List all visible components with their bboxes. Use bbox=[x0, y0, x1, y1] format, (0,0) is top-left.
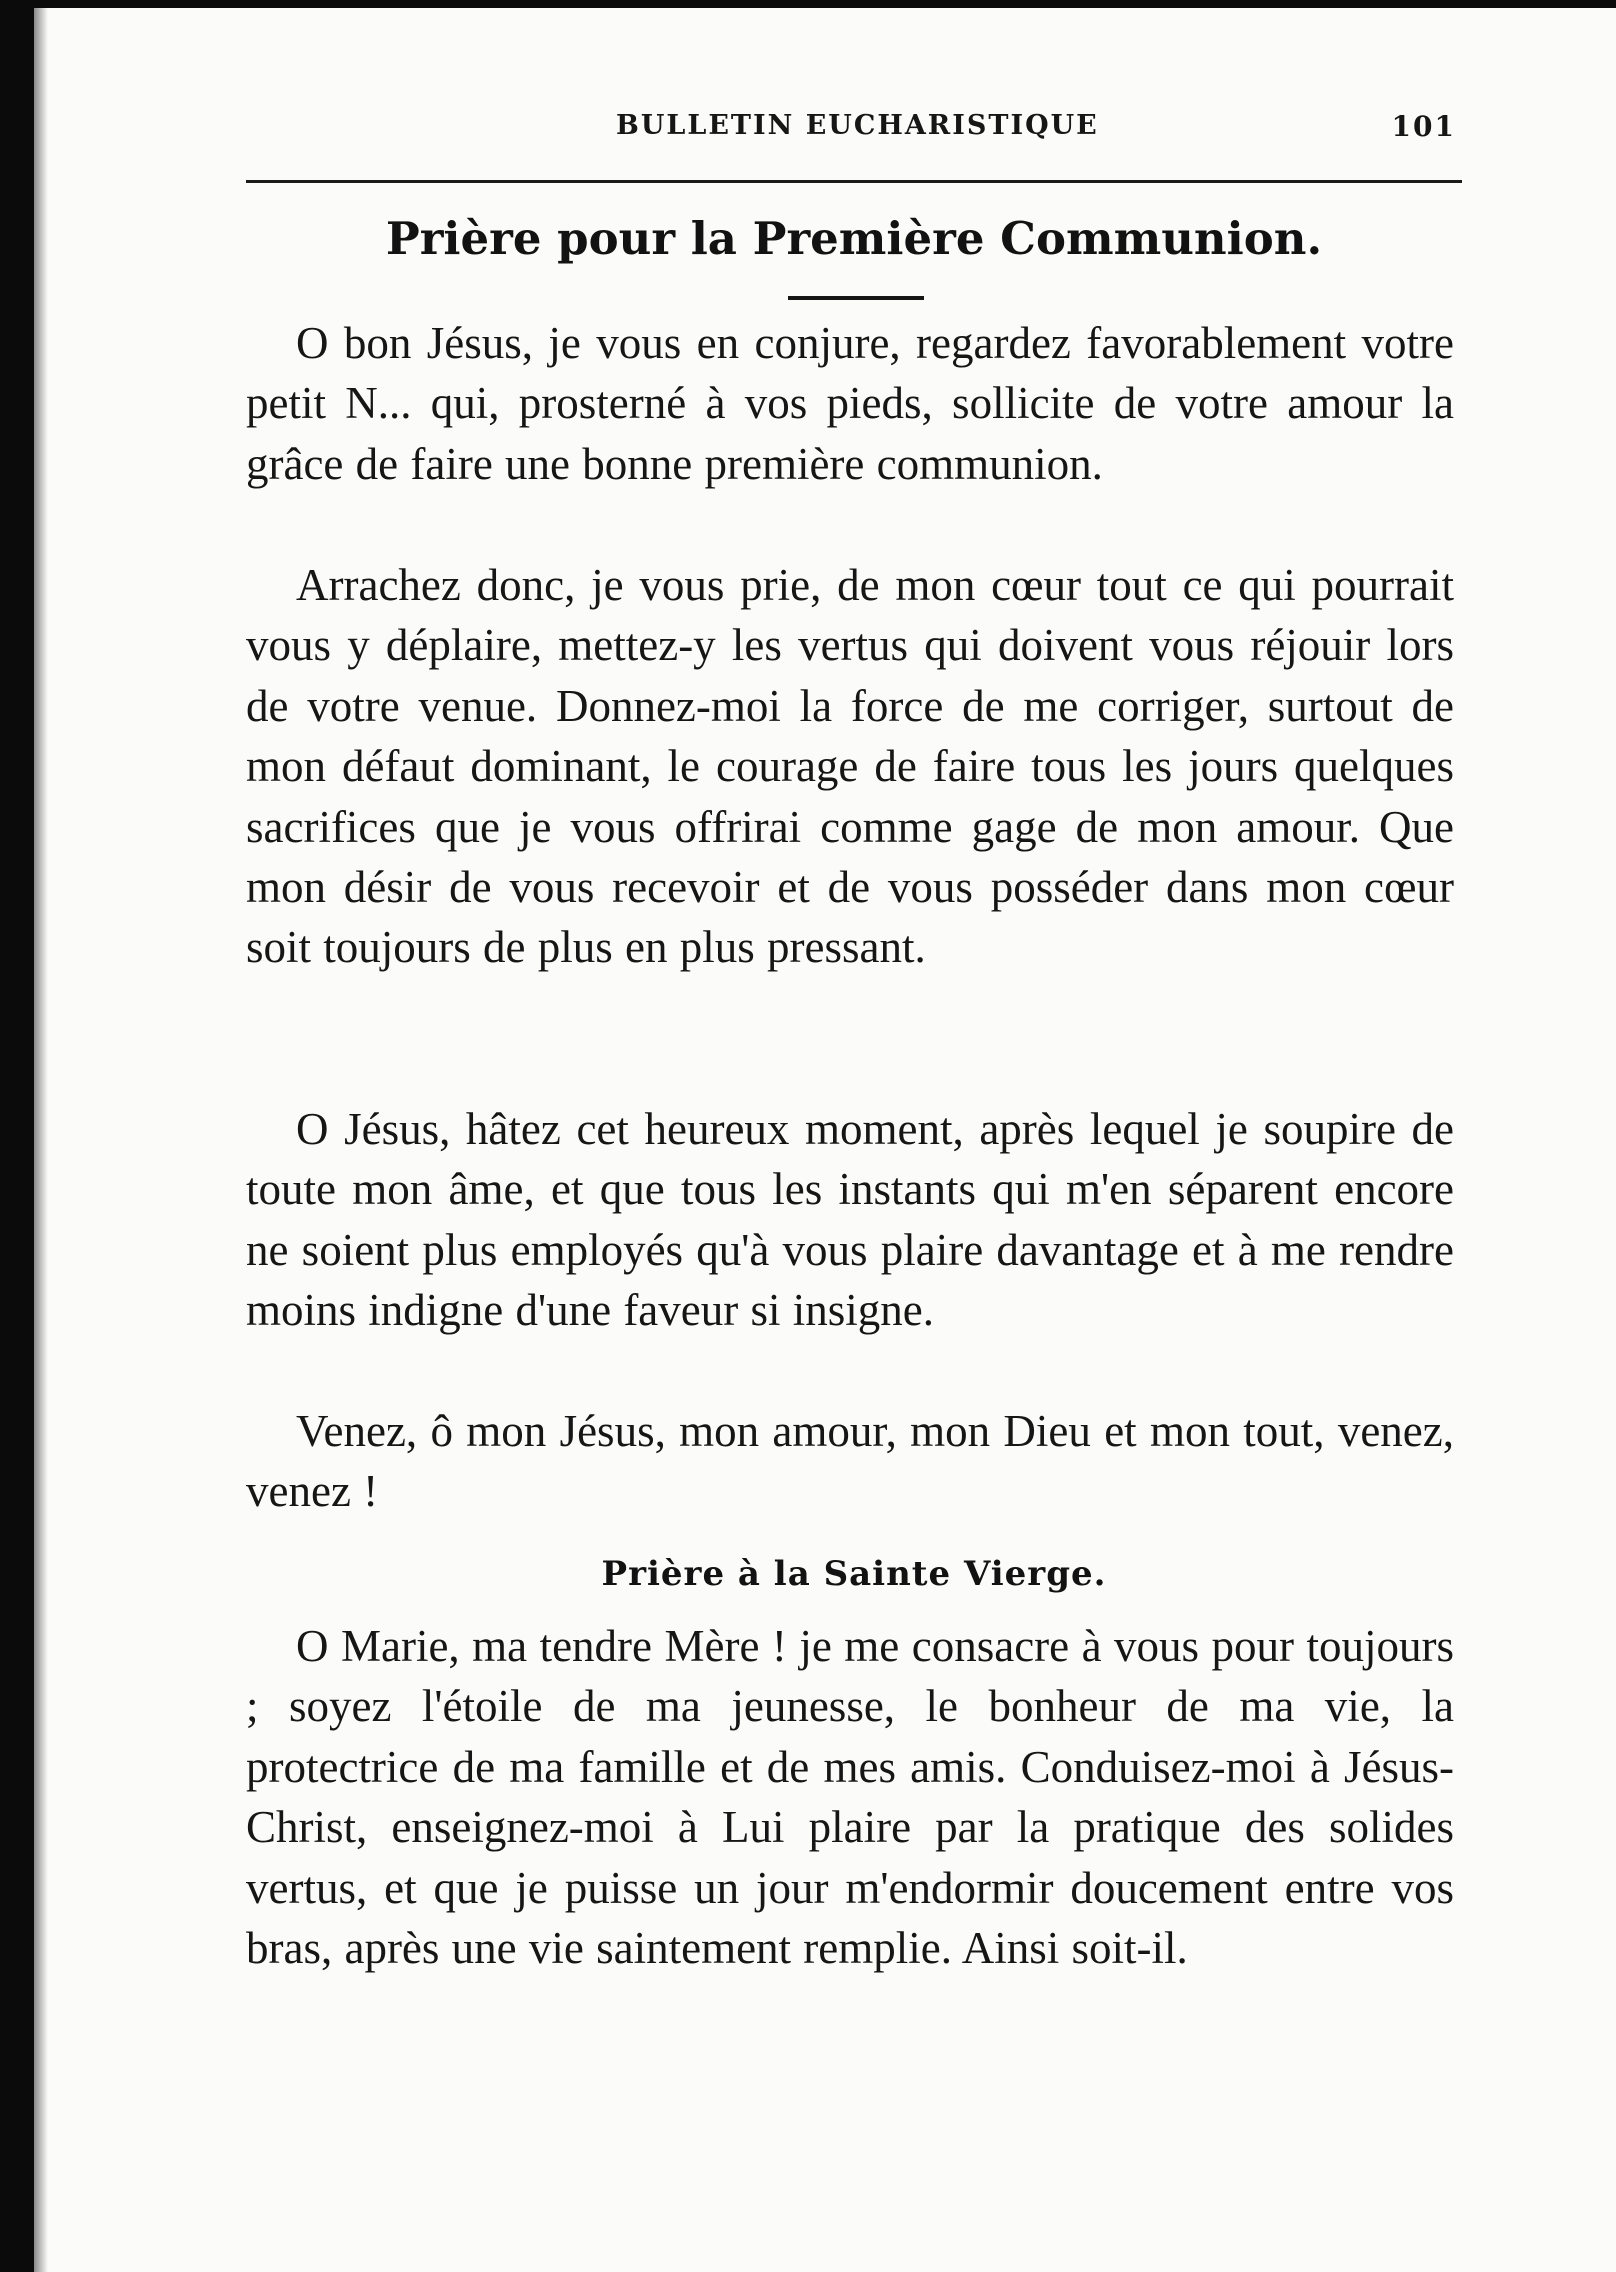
title-rule bbox=[788, 296, 924, 300]
prayer-paragraph: Venez, ô mon Jésus, mon amour, mon Dieu et mon tout, venez, venez ! bbox=[246, 1406, 1454, 1517]
page-header bbox=[246, 110, 1462, 160]
marian-prayer-paragraph: O Marie, ma tendre Mère ! je me consacre à vous pour toujours ; soyez l'étoile de ma jeunesse, le bonheur de ma vie, la protectrice de ma famille et de mes amis. Conduisez-moi à Jésus-Christ, enseignez-moi à Lui plaire par la pratique des solides vertus, et que je puisse un jour m'endormir doucement entre vos bras, après une vie saintement remplie. Ainsi soit-il. bbox=[246, 1621, 1454, 1974]
prayer-paragraph: Arrachez donc, je vous prie, de mon cœur tout ce qui pourrait vous y déplaire, mettez-y les vertus qui doivent vous réjouir lors de votre venue. Donnez-moi la force de me corriger, surtout de mon défaut dominant, le courage de faire tous les jours quelques sacrifices que je vous offrirai comme gage de mon amour. Que mon désir de vous recevoir et de vous posséder dans mon cœur soit toujours de plus en plus pressant. bbox=[246, 560, 1454, 973]
page-number: 101 bbox=[1391, 110, 1456, 143]
section-subtitle: Prière à la Sainte Vierge. bbox=[601, 1554, 1107, 1594]
prayer-paragraph: O bon Jésus, je vous en conjure, regardez favorablement votre petit N... qui, prosterné à vos pieds, sollicite de votre amour la grâce de faire une bonne première communion. bbox=[246, 318, 1454, 489]
page-title: Prière pour la Première Communion. bbox=[385, 212, 1323, 265]
binding-shadow bbox=[34, 8, 48, 2272]
running-title: BULLETIN EUCHARISTIQUE bbox=[616, 110, 1099, 141]
header-rule bbox=[246, 180, 1462, 183]
prayer-paragraph: O Jésus, hâtez cet heureux moment, après lequel je soupire de toute mon âme, et que tous les instants qui m'en séparent encore ne soient plus employés qu'à vous plaire davantage et à me rendre moins indigne d'une faveur si insigne. bbox=[246, 1104, 1454, 1336]
